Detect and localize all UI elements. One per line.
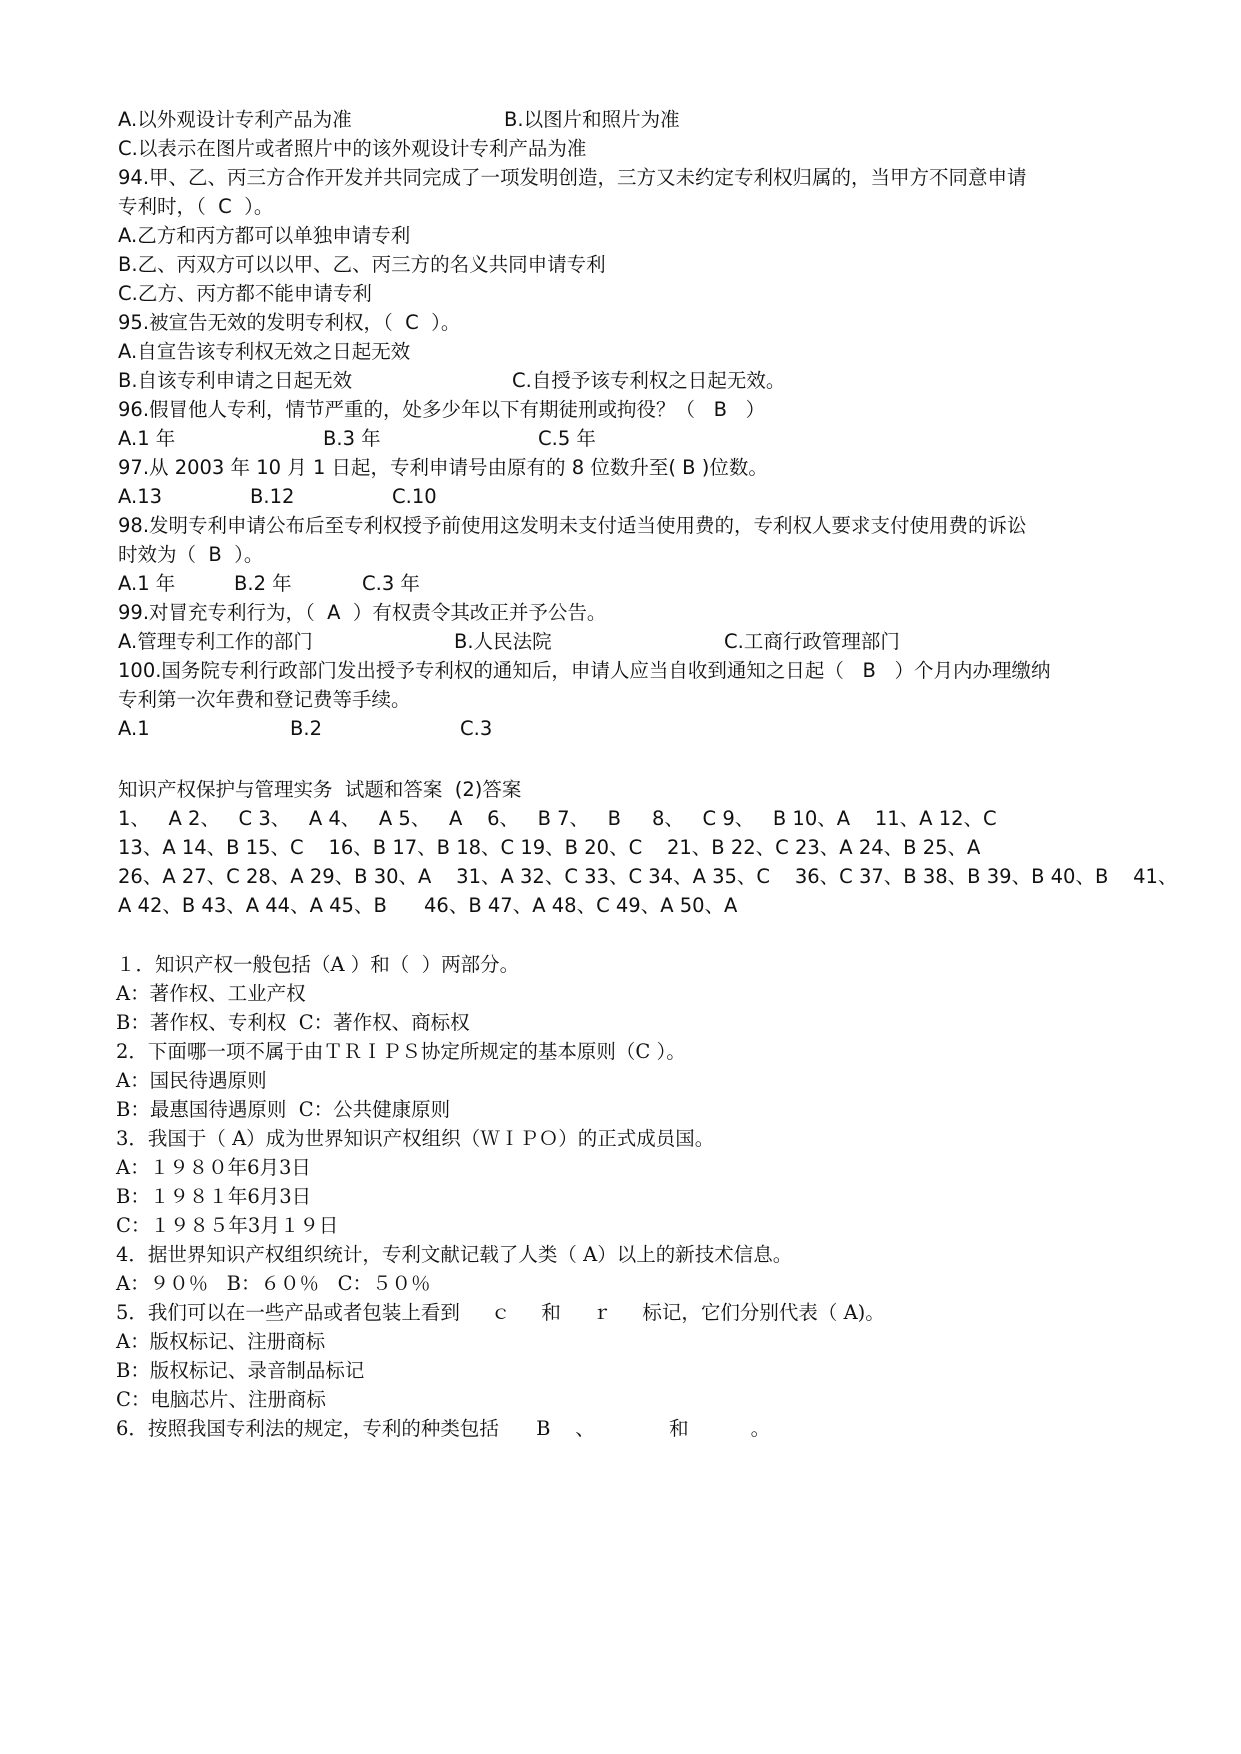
q97-options-row xyxy=(118,482,437,512)
q100-option-a: A.1 xyxy=(118,717,150,740)
q99-options-row xyxy=(118,627,900,657)
q97-option-c: C.10 xyxy=(392,485,437,508)
answers-row-2: 13、A 14、B 15、C 16、B 17、B 18、C 19、B 20、C 21、B 22、C 23、A 24、B 25、A xyxy=(118,836,981,859)
q100-options-row xyxy=(118,714,493,744)
answers-row-1: 1、 A 2、 C 3、 A 4、 A 5、 A 6、 B 7、 B 8、 C 9、 B 10、A 11、A 12、C xyxy=(118,807,997,830)
q95-options-row xyxy=(118,366,786,396)
s2-q4-options: A：９０％ B：６０％ C：５０％ xyxy=(116,1272,431,1295)
s2-q5-option-a: A：版权标记、注册商标 xyxy=(116,1330,326,1353)
s2-q5-question: 5．我们可以在一些产品或者包装上看到 ｃ 和 ｒ 标记，它们分别代表（ A)。 xyxy=(116,1301,885,1324)
answers-row-4: A 42、B 43、A 44、A 45、B 46、B 47、A 48、C 49、A 50、A xyxy=(118,894,738,917)
q97-option-b: B.12 xyxy=(250,485,295,508)
q96-option-c: C.5 年 xyxy=(538,427,596,450)
q95-question: 95.被宣告无效的发明专利权，（ C ）。 xyxy=(118,311,461,334)
q100-question-line2: 专利第一次年费和登记费等手续。 xyxy=(118,688,411,711)
s2-q6-question: 6．按照我国专利法的规定，专利的种类包括 B 、 和 。 xyxy=(116,1417,771,1440)
q99-option-a: A.管理专利工作的部门 xyxy=(118,630,313,653)
answers-title: 知识产权保护与管理实务 试题和答案 (2)答案 xyxy=(118,778,522,801)
q100-question-line1: 100.国务院专利行政部门发出授予专利权的通知后，申请人应当自收到通知之日起（ B ）个月内办理缴纳 xyxy=(118,659,1051,682)
q99-question: 99.对冒充专利行为，（ A ）有权责令其改正并予公告。 xyxy=(118,601,607,624)
answers-row-3: 26、A 27、C 28、A 29、B 30、A 31、A 32、C 33、C 34、A 35、C 36、C 37、B 38、B 39、B 40、B 41、 xyxy=(118,865,1178,888)
q94-option-b: B.乙、丙双方可以以甲、乙、丙三方的名义共同申请专利 xyxy=(118,253,606,276)
s2-q1-question: １．知识产权一般包括（A ）和（ ）两部分。 xyxy=(116,953,520,976)
q96-question: 96.假冒他人专利，情节严重的，处多少年以下有期徒刑或拘役？（ B ） xyxy=(118,398,766,421)
q94-option-a: A.乙方和丙方都可以单独申请专利 xyxy=(118,224,411,247)
q98-option-c: C.3 年 xyxy=(362,572,420,595)
q99-option-c: C.工商行政管理部门 xyxy=(724,630,900,653)
s2-q2-options-bc: B：最惠国待遇原则 C：公共健康原则 xyxy=(116,1098,451,1121)
s2-q1-option-a: A：著作权、工业产权 xyxy=(116,982,306,1005)
q94-question-line1: 94.甲、乙、丙三方合作开发并共同完成了一项发明创造，三方又未约定专利权归属的，当甲方不同意申请 xyxy=(118,166,1027,189)
s2-q3-option-a: A：１９８０年6月3日 xyxy=(116,1156,311,1179)
q93-options-row xyxy=(118,105,680,135)
s2-q5-option-c: C：电脑芯片、注册商标 xyxy=(116,1388,326,1411)
q94-option-c: C.乙方、丙方都不能申请专利 xyxy=(118,282,372,305)
q94-question-line2: 专利时，（ C ）。 xyxy=(118,195,274,218)
q98-question-line1: 98.发明专利申请公布后至专利权授予前使用这发明未支付适当使用费的，专利权人要求支付使用费的诉讼 xyxy=(118,514,1027,537)
q100-option-b: B.2 xyxy=(290,717,322,740)
q98-options-row xyxy=(118,569,420,599)
q95-option-a: A.自宣告该专利权无效之日起无效 xyxy=(118,340,411,363)
q95-option-c: C.自授予该专利权之日起无效。 xyxy=(512,369,786,392)
q96-options-row xyxy=(118,424,596,454)
q93-option-b: B.以图片和照片为准 xyxy=(504,108,680,131)
q100-option-c: C.3 xyxy=(460,717,493,740)
s2-q2-option-a: A：国民待遇原则 xyxy=(116,1069,267,1092)
q93-option-a: A.以外观设计专利产品为准 xyxy=(118,108,352,131)
q99-option-b: B.人民法院 xyxy=(454,630,552,653)
q97-option-a: A.13 xyxy=(118,485,163,508)
q98-option-a: A.1 年 xyxy=(118,572,176,595)
q97-question: 97.从 2003 年 10 月 1 日起，专利申请号由原有的 8 位数升至( B )位数。 xyxy=(118,456,768,479)
s2-q3-option-c: C：１９８５年3月１９日 xyxy=(116,1214,339,1237)
q96-option-b: B.3 年 xyxy=(323,427,381,450)
s2-q4-question: 4．据世界知识产权组织统计，专利文献记载了人类（ A）以上的新技术信息。 xyxy=(116,1243,793,1266)
s2-q5-option-b: B：版权标记、录音制品标记 xyxy=(116,1359,365,1382)
s2-q3-option-b: B：１９８１年6月3日 xyxy=(116,1185,312,1208)
s2-q1-options-bc: B：著作权、专利权 C：著作权、商标权 xyxy=(116,1011,470,1034)
q98-question-line2: 时效为（ B ）。 xyxy=(118,543,264,566)
q95-option-b: B.自该专利申请之日起无效 xyxy=(118,369,353,392)
q98-option-b: B.2 年 xyxy=(234,572,292,595)
s2-q3-question: 3．我国于（ A）成为世界知识产权组织（ＷＩＰＯ）的正式成员国。 xyxy=(116,1127,715,1150)
s2-q2-question: 2．下面哪一项不属于由ＴＲＩＰＳ协定所规定的基本原则（C ）。 xyxy=(116,1040,686,1063)
q93-option-c: C.以表示在图片或者照片中的该外观设计专利产品为准 xyxy=(118,137,587,160)
q96-option-a: A.1 年 xyxy=(118,427,176,450)
